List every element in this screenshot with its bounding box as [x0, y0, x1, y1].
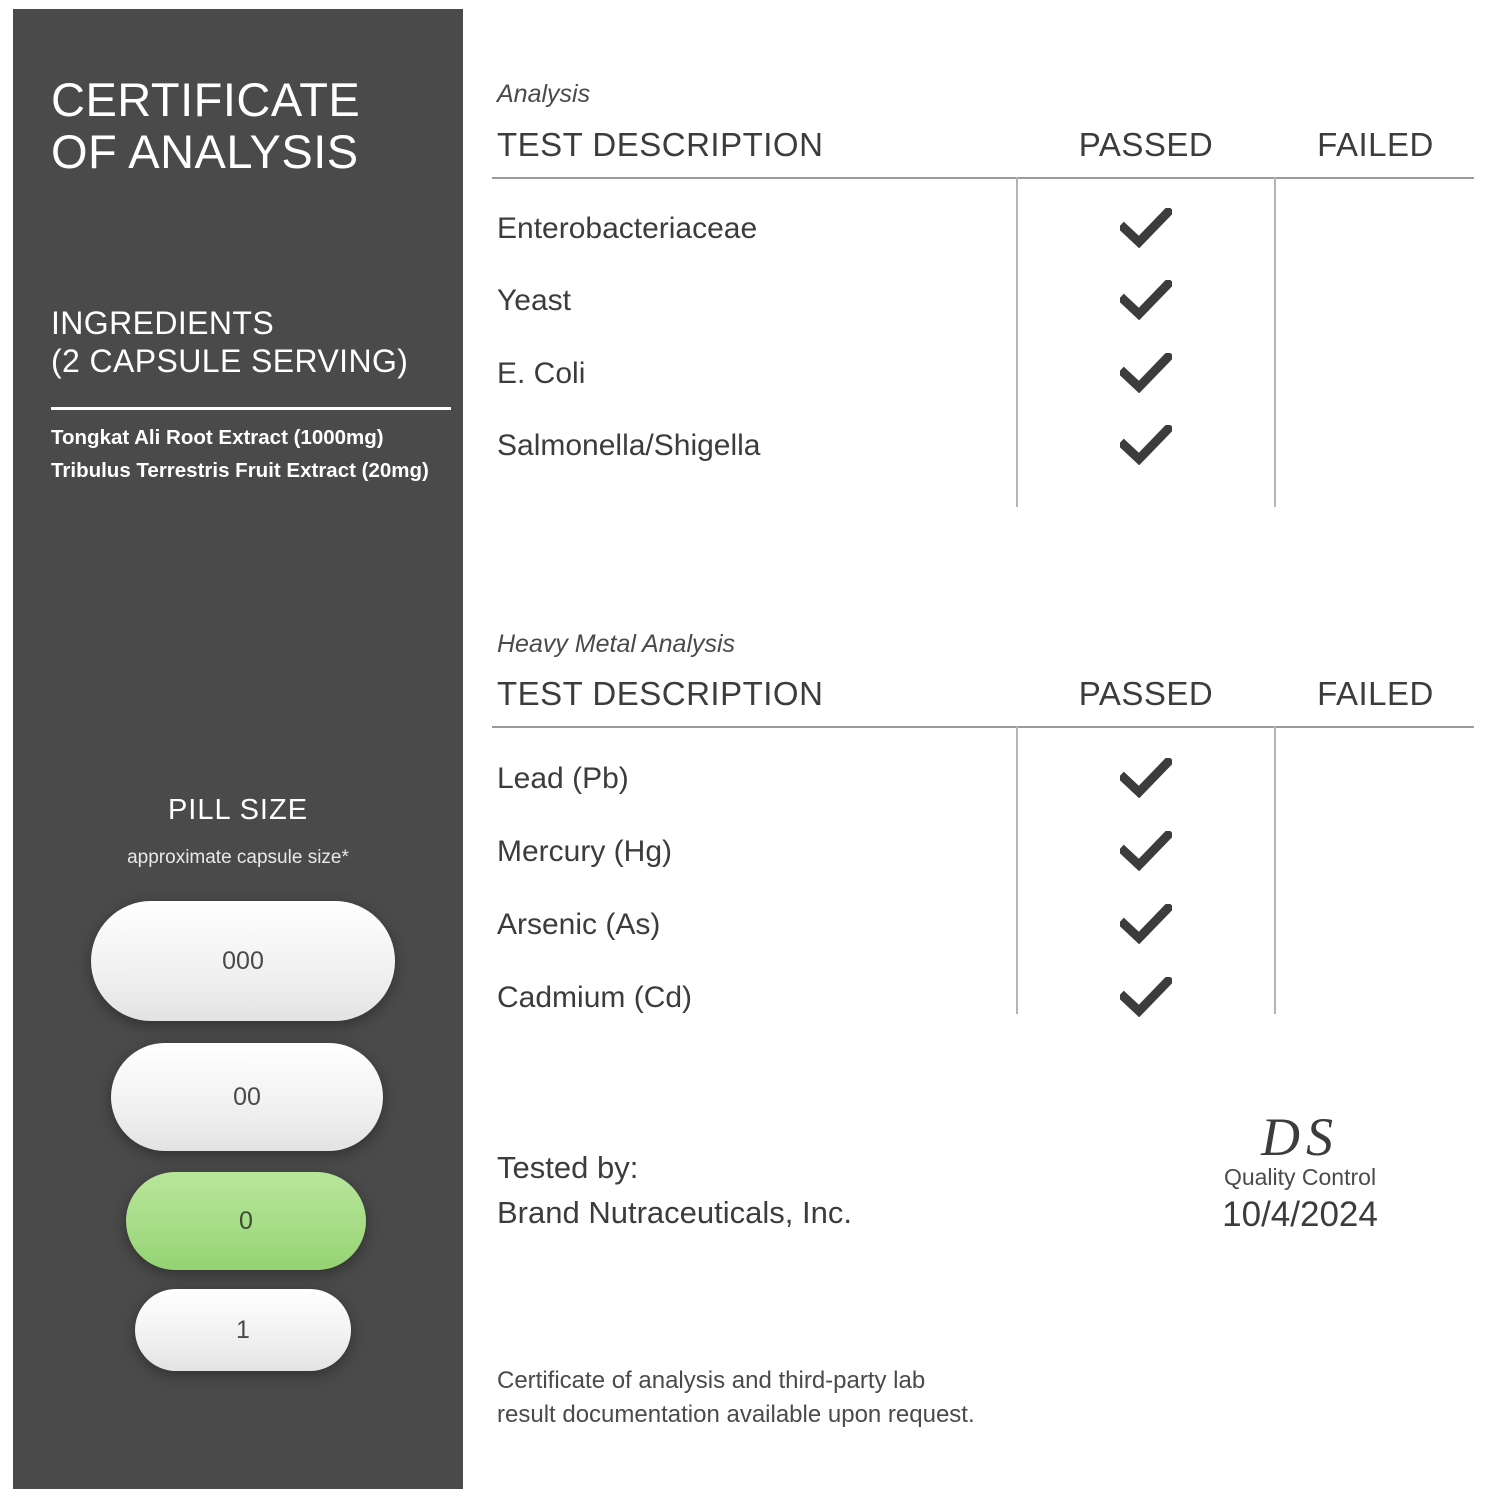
table-header-heavy-metal — [492, 675, 1474, 731]
signature-role: Quality Control — [1223, 1164, 1377, 1190]
list-item: Tongkat Ali Root Extract (1000mg) — [51, 426, 384, 449]
passed-check-icon — [1018, 904, 1274, 951]
ingredients-list — [51, 421, 456, 487]
passed-check-icon — [1018, 977, 1274, 1024]
page-title — [51, 74, 360, 178]
section-label-heavy-metal-analysis: Heavy Metal Analysis — [497, 630, 736, 658]
capsule-size-1 — [135, 1289, 351, 1371]
footnote — [497, 1364, 975, 1432]
tested-by-label: Tested by: — [497, 1150, 639, 1185]
passed-check-icon — [1018, 425, 1274, 472]
tested-by-company: Brand Nutraceuticals, Inc. — [497, 1195, 852, 1230]
table-row: Enterobacteriaceae — [497, 212, 758, 245]
table-divider-right — [1274, 177, 1276, 507]
table-row: Salmonella/Shigella — [497, 429, 761, 462]
ingredients-heading — [51, 304, 408, 380]
page-title-line2: OF ANALYSIS — [51, 125, 359, 178]
capsule-size-000 — [91, 901, 395, 1021]
table-divider-right — [1274, 726, 1276, 1014]
passed-check-icon — [1018, 280, 1274, 327]
ingredients-heading-line2: (2 CAPSULE SERVING) — [51, 343, 409, 379]
table-row: Arsenic (As) — [497, 908, 661, 941]
table-header-rule — [492, 726, 1474, 728]
footnote-line2: result documentation available upon request. — [497, 1401, 975, 1428]
list-item: Tribulus Terrestris Fruit Extract (20mg) — [51, 459, 429, 482]
signature-block — [1135, 1108, 1465, 1235]
column-header-failed: FAILED — [1317, 126, 1434, 163]
capsule-size-0-selected — [126, 1172, 366, 1270]
table-row: Mercury (Hg) — [497, 835, 673, 868]
sidebar-panel — [13, 9, 463, 1489]
capsule-size-label: 1 — [236, 1315, 250, 1344]
table-row: Lead (Pb) — [497, 762, 629, 795]
section-label-analysis: Analysis — [497, 80, 591, 108]
capsule-size-00 — [111, 1043, 383, 1151]
table-row: Yeast — [497, 284, 571, 317]
signature-mark: DS — [1261, 1107, 1339, 1167]
passed-check-icon — [1018, 831, 1274, 878]
column-header-failed: FAILED — [1317, 675, 1434, 712]
page-title-line1: CERTIFICATE — [51, 73, 361, 126]
signature-date: 10/4/2024 — [1222, 1195, 1378, 1234]
column-header-test-description: TEST DESCRIPTION — [497, 126, 824, 163]
ingredients-divider — [51, 407, 451, 410]
capsule-size-label: 000 — [222, 946, 264, 975]
passed-check-icon — [1018, 208, 1274, 255]
ingredients-heading-line1: INGREDIENTS — [51, 305, 275, 341]
passed-check-icon — [1018, 758, 1274, 805]
table-header-rule — [492, 177, 1474, 179]
footnote-line1: Certificate of analysis and third-party lab — [497, 1367, 926, 1394]
table-row: Cadmium (Cd) — [497, 981, 693, 1014]
pill-size-subtitle: approximate capsule size* — [127, 847, 349, 868]
results-content — [492, 0, 1477, 1497]
capsule-size-label: 0 — [239, 1206, 253, 1235]
table-header-analysis — [492, 126, 1474, 182]
pill-size-title: PILL SIZE — [167, 794, 309, 826]
passed-check-icon — [1018, 353, 1274, 400]
column-header-passed: PASSED — [1078, 675, 1214, 712]
column-header-test-description: TEST DESCRIPTION — [497, 675, 824, 712]
table-row: E. Coli — [497, 357, 586, 390]
column-header-passed: PASSED — [1078, 126, 1214, 163]
capsule-size-label: 00 — [233, 1082, 261, 1111]
tested-by-block — [497, 1145, 852, 1235]
